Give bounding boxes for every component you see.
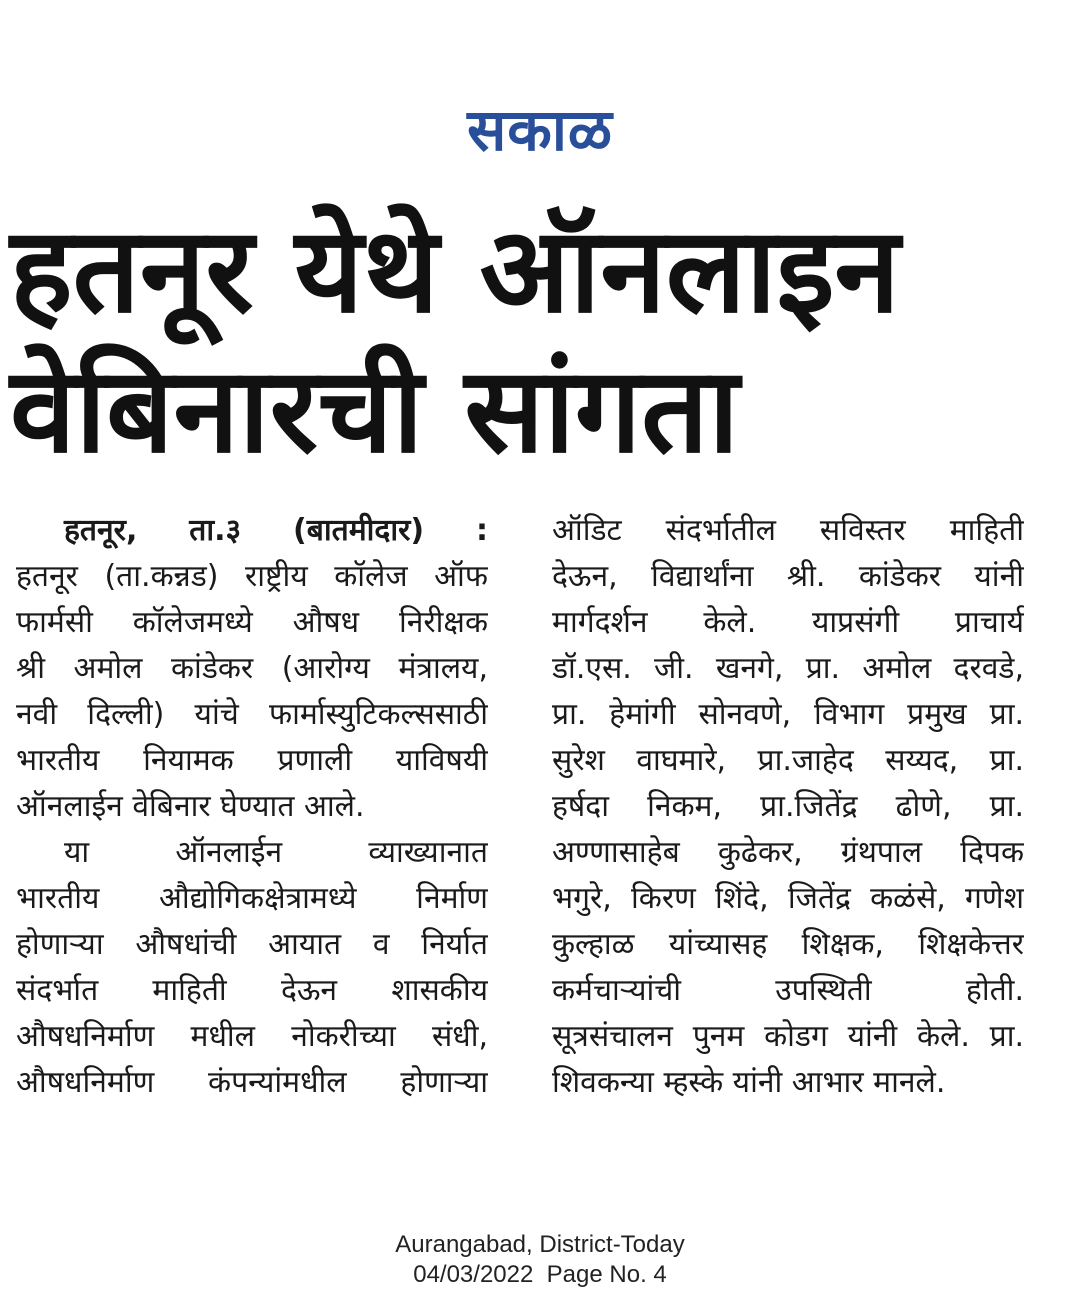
body-line: हर्षदा निकम, प्रा.जितेंद्र ढोणे, प्रा. xyxy=(552,789,1024,824)
dateline: हतनूर, ता.३ (बातमीदार) : xyxy=(64,513,488,548)
body-line: मार्गदर्शन केले. याप्रसंगी प्राचार्य xyxy=(552,605,1024,640)
body-line: शिवकन्या म्हस्के यांनी आभार मानले. xyxy=(552,1065,946,1100)
body-line: फार्मसी कॉलेजमध्ये औषध निरीक्षक xyxy=(16,605,488,640)
body-line: सूत्रसंचालन पुनम कोडग यांनी केले. प्रा. xyxy=(552,1019,1024,1054)
body-line: भारतीय नियामक प्रणाली याविषयी xyxy=(16,743,488,778)
clipping-footer xyxy=(0,1230,1080,1290)
body-line: भगुरे, किरण शिंदे, जितेंद्र कळंसे, गणेश xyxy=(552,881,1024,916)
body-line: डॉ.एस. जी. खनगे, प्रा. अमोल दरवडे, xyxy=(552,651,1024,686)
body-line: देऊन, विद्यार्थांना श्री. कांडेकर यांनी xyxy=(552,559,1024,594)
article-headline xyxy=(10,200,1070,480)
body-line: प्रा. हेमांगी सोनवणे, विभाग प्रमुख प्रा. xyxy=(552,697,1024,732)
body-line: औषधनिर्माण कंपन्यांमधील होणाऱ्या xyxy=(16,1065,488,1100)
article-column-left xyxy=(16,508,488,1106)
body-line: हतनूर (ता.कन्नड) राष्ट्रीय कॉलेज ऑफ xyxy=(16,559,488,594)
body-line: या ऑनलाईन व्याख्यानात xyxy=(64,835,488,870)
headline-line-2: वेबिनारची सांगता xyxy=(10,341,740,479)
edition-label: Aurangabad, District-Today xyxy=(395,1231,685,1258)
body-line: श्री अमोल कांडेकर (आरोग्य मंत्रालय, xyxy=(16,651,488,686)
body-line: ऑडिट संदर्भातील सविस्तर माहिती xyxy=(552,513,1024,548)
body-line: सुरेश वाघमारे, प्रा.जाहेद सय्यद, प्रा. xyxy=(552,743,1024,778)
body-line: कुल्हाळ यांच्यासह शिक्षक, शिक्षकेत्तर xyxy=(552,927,1024,962)
body-line: अण्णासाहेब कुढेकर, ग्रंथपाल दिपक xyxy=(552,835,1024,870)
body-line: होणाऱ्या औषधांची आयात व निर्यात xyxy=(16,927,488,962)
headline-line-1: हतनूर येथे ऑनलाइन xyxy=(10,201,900,339)
body-line: ऑनलाईन वेबिनार घेण्यात आले. xyxy=(16,789,365,824)
newspaper-masthead: सकाळ xyxy=(467,96,613,164)
date-page-label: 04/03/2022 Page No. 4 xyxy=(413,1261,667,1288)
body-line: औषधनिर्माण मधील नोकरीच्या संधी, xyxy=(16,1019,488,1054)
body-line: संदर्भात माहिती देऊन शासकीय xyxy=(16,973,488,1008)
article-column-right xyxy=(552,508,1024,1106)
body-line: भारतीय औद्योगिकक्षेत्रामध्ये निर्माण xyxy=(16,881,488,916)
body-line: कर्मचाऱ्यांची उपस्थिती होती. xyxy=(552,973,1024,1008)
body-line: नवी दिल्ली) यांचे फार्मास्युटिकल्ससाठी xyxy=(16,697,488,732)
